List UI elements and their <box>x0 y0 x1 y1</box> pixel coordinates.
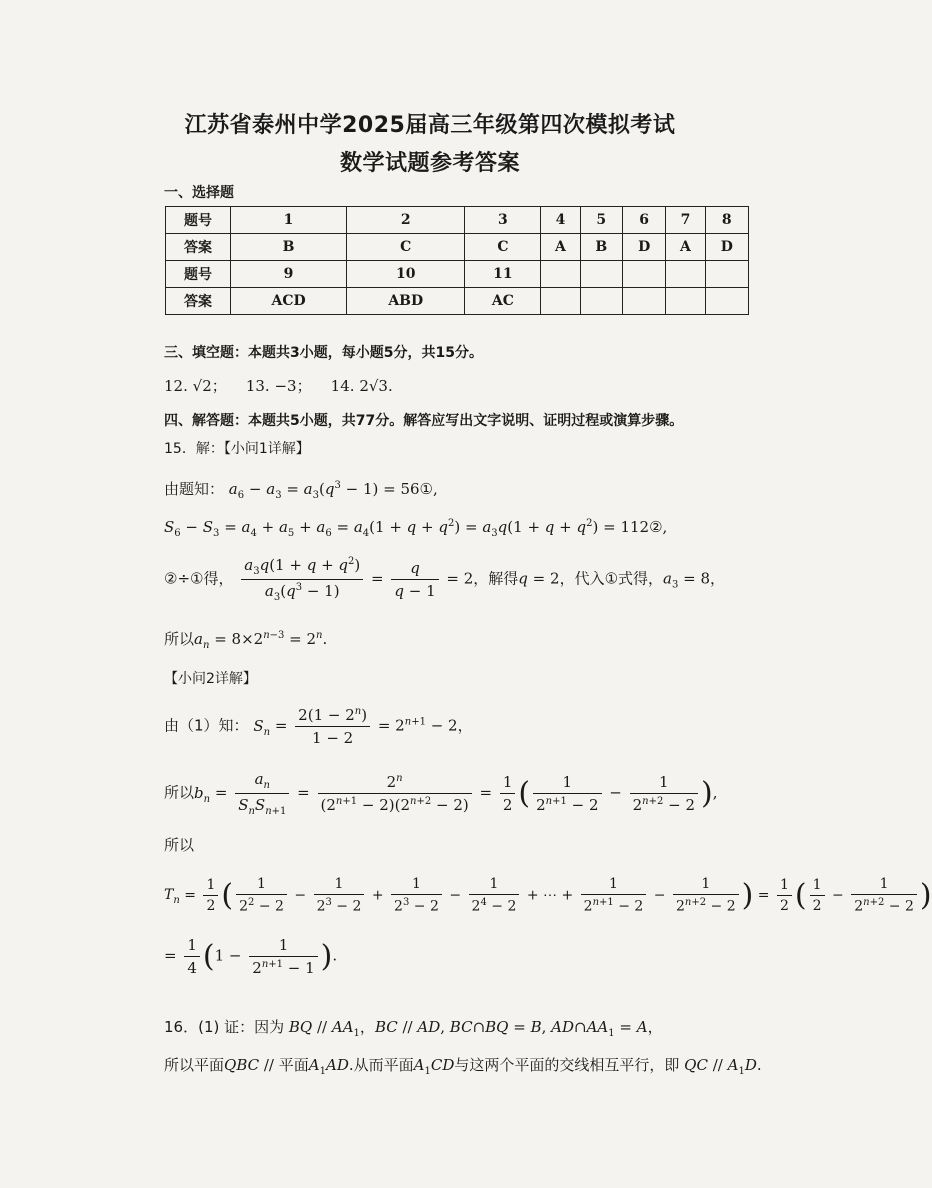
q15-equation-1: 由题知： $a_6 - a_3 = a_3(q^3 - 1)$ = 56①, <box>164 480 438 501</box>
q15-bn: 所以$b_n$ = $\frac{a_n}{S_nS_{n+1}}$ = $\frac{2^n}{(2^{n+1} - 2)(2^{n+2} - 2)}$ = $\frac{1}{2}$ ( $\frac{1}{2^{n+1} - 2}$ − $\frac{1}{2^{n+2} - 2}$ ), <box>164 770 718 817</box>
q16-line-1: 16．(1) 证：因为 BQ // $AA_1$，BC // AD, BC∩BQ = B, $AD\cap AA_1 = A$， <box>164 1018 663 1039</box>
page-subtitle: 数学试题参考答案 <box>339 151 520 176</box>
q15-part2-heading: 【小问2详解】 <box>164 671 257 687</box>
section-multiple-choice: 一、选择题 <box>164 185 234 201</box>
section-solutions: 四、解答题：本题共5小题，共77分。解答应写出文字说明、证明过程或演算步骤。 <box>164 413 684 429</box>
table-row: 题号 1 2 3 4 5 6 7 8 <box>166 207 749 234</box>
q15-heading: 15．解：【小问1详解】 <box>164 441 310 457</box>
q15-equation-4: 所以$a_n = 8\times 2^{n-3} = 2^n$. <box>164 630 328 651</box>
q15-sn: 由（1）知： $S_n$ = $\frac{2(1 - 2^n)}{1 - 2}$ = $2^{n+1} - 2$， <box>164 706 473 747</box>
section-fill-in: 三、填空题：本题共3小题，每小题5分，共15分。 <box>164 345 483 361</box>
q16-line-2: 所以平面QBC // 平面$A_1AD$.从而平面$A_1CD$与这两个平面的交线相互平行，即 QC // $A_1D$. <box>164 1056 762 1077</box>
fill-in-answers: 12. √2； 13. −3； 14. 2√3. <box>164 377 393 395</box>
answer-table <box>165 206 749 315</box>
page-title: 江苏省泰州中学2025届高三年级第四次模拟考试 <box>184 113 676 138</box>
q15-equation-2: $S_6 - S_3 = a_4 + a_5 + a_6 = a_4(1 + q + q^2) = a_3q(1 + q + q^2)$ = 112②, <box>164 518 668 539</box>
q15-tn: $T_n$ = $\frac{1}{2}$ ( $\frac{1}{2^2 - 2}$ − $\frac{1}{2^3 - 2}$ + $\frac{1}{2^3 - 2}$ − $\frac{1}{2^4 - 2}$ + ⋯ + $\frac{1}{2^{n+1} - 2}$ − $\frac{1}{2^{n+2} - 2}$ ) = $\frac{1}{2}$ ( $\frac{1}{2}$ − $\frac{1}{2^{n+2} - 2}$ ) <box>164 876 932 915</box>
q15-tn-result: = $\frac{1}{4}$ (1 − $\frac{1}{2^{n+1} - 1}$ ). <box>164 936 338 977</box>
table-row: 答案 B C C A B D A D <box>166 234 749 261</box>
table-row: 答案 ACD ABD AC <box>166 288 749 315</box>
table-row: 题号 9 10 11 <box>166 261 749 288</box>
q15-equation-3: ②÷①得， $\frac{a_3q(1 + q + q^2)}{a_3(q^3 - 1)}$ = $\frac{q}{q - 1}$ = 2，解得q = 2，代入①式得，$a_3 = 8$， <box>164 556 725 603</box>
q15-so-label: 所以 <box>164 836 195 854</box>
